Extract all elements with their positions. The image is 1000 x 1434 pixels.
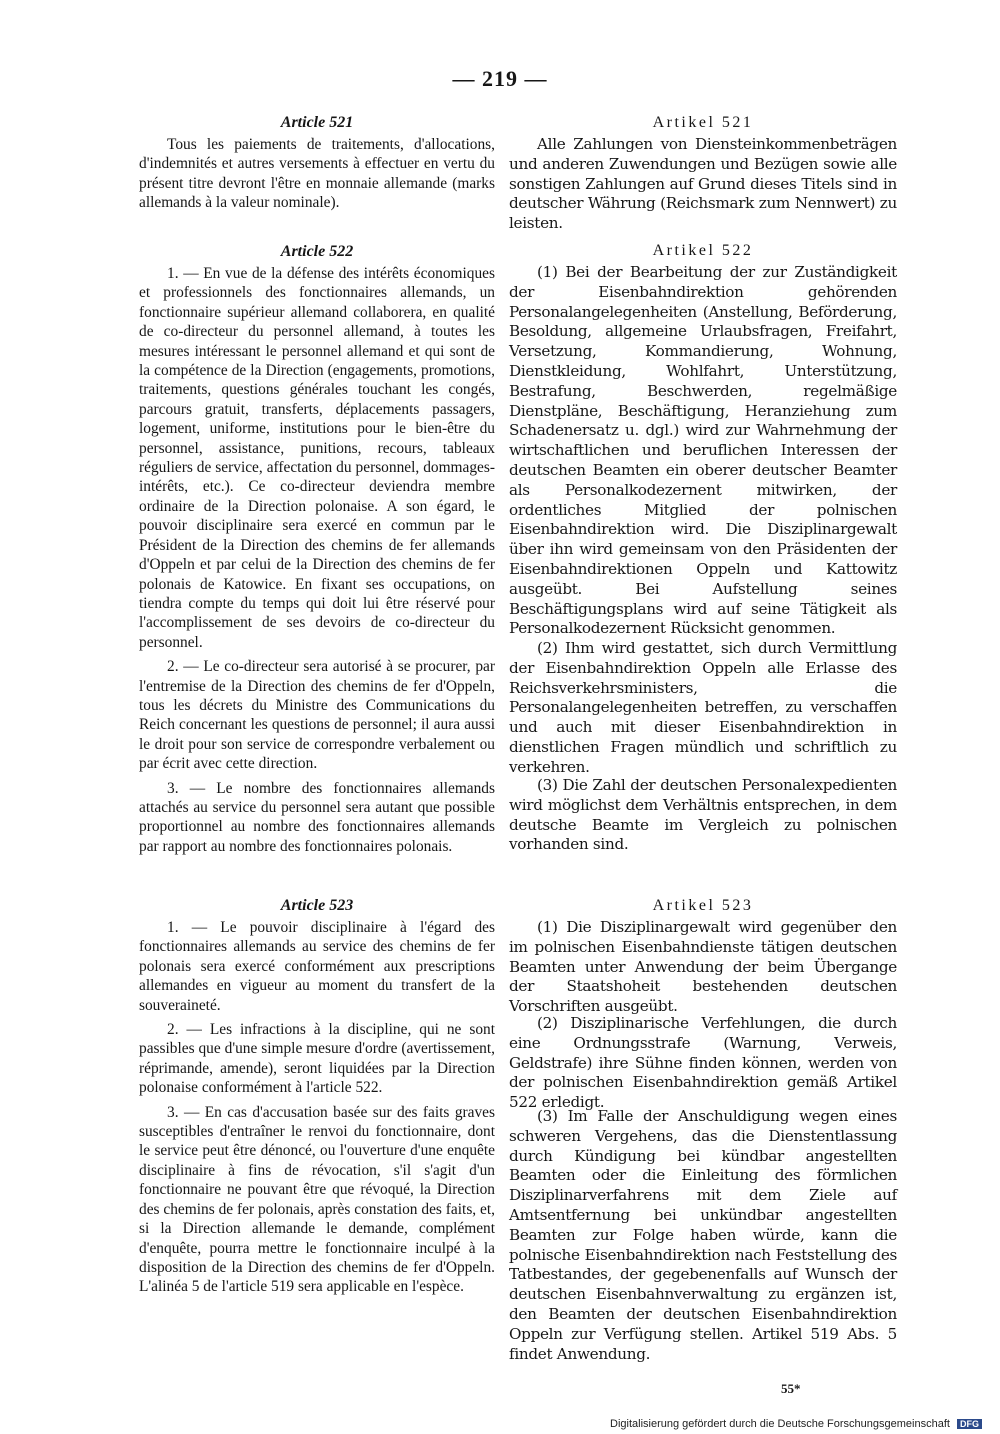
article-heading: Artikel 521	[652, 114, 754, 131]
paragraph: 2. — Le co-directeur sera autorisé à se procurer, par l'entremise de la Direction des chemins de fer d'Oppeln, tous les décrets du Ministre des Communications du Reich concernant les questions de personnel; il aura aussi le droit pour son service de correspondre verbalement ou par écrit avec cette direction.	[139, 658, 495, 773]
article-heading: Article 521	[280, 114, 354, 131]
dfg-logo: DFG	[957, 1419, 982, 1429]
article-heading: Article 522	[280, 243, 354, 260]
paragraph: (3) Die Zahl der deutschen Personalexpedienten wird möglichst dem Verhältnis entsprechen, in dem deutsche Beamte im Vergleich zu polnischen vorhanden sind.	[509, 776, 897, 854]
article-522-fr	[139, 241, 495, 856]
article-heading: Artikel 522	[652, 242, 754, 259]
article-523-de-para-3	[509, 1107, 897, 1364]
paragraph: 2. — Les infractions à la discipline, qui ne sont passibles que d'une simple mesure d'ordre (avertissement, réprimande, amende), seront liquidées par la Direction polonaise conformément à l'article 522.	[139, 1021, 495, 1097]
paragraph: (3) Im Falle der Anschuldigung wegen eines schweren Vergehens, das die Dienstentlassung durch Kündigung bei kündbar angestellten Beamten oder die Einleitung des förmlichen Disziplinarverfahrens mit dem Ziele auf Amtsentfernung bei unkündbar angestellten Beamten zur Folge haben würde, kann die polnische Eisenbahndirektion nach Feststellung des Tatbestandes, der gegebenenfalls auf Wunsch der deutschen Eisenbahnverwaltung zu ergänzen ist, den Beamten der deutschen Eisenbahndirektion Oppeln zur Verfügung stellen. Artikel 519 Abs. 5 findet Anwendung.	[509, 1107, 897, 1363]
paragraph: (2) Ihm wird gestattet, sich durch Vermittlung der Eisenbahndirektion Oppeln alle Erlasse des Reichsverkehrsministers, die Personalangelegenheiten betreffen, zu verschaffen und auch mit dieser Eisenbahndirektion in dienstlichen Fragen mündlich und schriftlich zu verkehren.	[509, 639, 897, 776]
paragraph: Tous les paiements de traitements, d'allocations, d'indemnités et autres versements à effectuer en vertu du présent titre devront l'être en monnaie allemande (marks allemands à la valeur nominale).	[139, 136, 495, 212]
article-521-fr	[139, 112, 495, 213]
article-heading: Artikel 523	[652, 897, 754, 914]
signature-mark: 55*	[781, 1381, 801, 1396]
article-522-de	[509, 240, 897, 639]
paragraph: (1) Die Disziplinargewalt wird gegenüber den im polnischen Eisenbahndienste tätigen deutschen Beamten unter Anwendung der beim Übergange der Staatshoheit bestehenden deutschen Vorschriften ausgeübt.	[509, 918, 897, 1016]
paragraph: 3. — Le nombre des fonctionnaires allemands attachés au service du personnel sera autant que possible proportionnel au nombre des fonctionnaires allemands par rapport au nombre des fonctionnaires polonais.	[139, 779, 495, 855]
article-522-de-para-2	[509, 639, 897, 778]
page-number: — 219 —	[452, 66, 548, 91]
footer-text: Digitalisierung gefördert durch die Deutsche Forschungsgemeinschaft	[610, 1418, 950, 1430]
article-522-de-para-3	[509, 776, 897, 855]
paragraph: 1. — Le pouvoir disciplinaire à l'égard des fonctionnaires allemands au service des chemins de fer polonais sera exercé conformément aux prescriptions allemandes en vigueur au moment du transfert de la souveraineté.	[139, 919, 495, 1014]
article-523-de-para-2	[509, 1014, 897, 1113]
article-521-de	[509, 112, 897, 234]
footer	[610, 1418, 982, 1430]
paragraph: 3. — En cas d'accusation basée sur des faits graves susceptibles d'entraîner le renvoi du fonctionnaire, dont le service peut être dénoncé, ou l'ouverture d'une enquête disciplinaire à fins de révocation, s'il s'agit d'un fonctionnaire ne pouvant être que révoqué, la Direction des chemins de fer polonais, après constation des faits, et, si la Direction allemande le demande, complément d'enquête, pourra mettre le fonctionnaire inculpé à la disposition de la Direction des chemins de fer d'Oppeln. L'alinéa 5 de l'article 519 sera applicable en l'espèce.	[139, 1103, 495, 1296]
paragraph: Alle Zahlungen von Diensteinkommenbeträgen und anderen Zuwendungen und Bezügen sowie alle sonstigen Zahlungen auf Grund dieses Titels sind in deutscher Währung (Reichsmark zum Nennwert) zu leisten.	[509, 135, 897, 233]
article-523-de	[509, 895, 897, 1017]
paragraph: (1) Bei der Bearbeitung der zur Zuständigkeit der Eisenbahndirektion gehörenden Personalangelegenheiten (Anstellung, Beförderung, Besoldung, allgemeine Urlaubsfragen, Freifahrt, Versetzung, Kommandierung, Wohnung, Dienstkleidung, Wohlfahrt, Unterstützung, Bestrafung, Beschwerden, regelmäßige Dienstpläne, Beschäftigung, Heranziehung zum Schadenersatz u. dgl.) wird zur Wahrnehmung der wirtschaftlichen und beruflichen Interessen der deutschen Beamten ein oberer deutscher Beamter als Personalkodezernent mitwirken, der ordentliches Mitglied der polnischen Eisenbahndirektion wird. Die Disziplinargewalt über ihn wird gemeinsam von den Präsidenten der Eisenbahndirektionen Oppeln und Kattowitz ausgeübt. Bei Aufstellung seines Beschäftigungsplans wird auf seine Tätigkeit als Personalkodezernent Rücksicht genommen.	[509, 263, 897, 638]
article-523-fr	[139, 895, 495, 1297]
paragraph: 1. — En vue de la défense des intérêts économiques et professionnels des fonctionnaires allemands, un fonctionnaire supérieur allemand collaborera, en qualité de co-directeur du personnel allemand, à toutes les mesures intéressant le personnel allemand et qui sont de la compétence de la Direction (engagements, promotions, traitements, questions générales touchant les congés, parcours gratuit, transferts, déplacements passagers, logement, uniforme, institutions pour le bien-être du personnel, assistance, punitions, recours, tableaux réguliers de service, affectation du personnel, dommages-intérêts, etc.). Ce co-directeur deviendra membre ordinaire de la Direction polonaise. A son égard, le pouvoir disciplinaire sera exercé en commun par le Président de la Direction des chemins de fer allemands d'Oppeln et par celui de la Direction des chemins de fer polonais de Katowice. En fixant ses occupations, on tiendra compte du temps qui doit lui être réservé pour l'accomplissement de ses devoirs de co-directeur du personnel.	[139, 265, 495, 651]
paragraph: (2) Disziplinarische Verfehlungen, die durch eine Ordnungsstrafe (Warnung, Verweis, Geldstrafe) ihre Sühne finden können, werden von der polnischen Eisenbahndirektion gemäß Artikel 522 erledigt.	[509, 1014, 897, 1112]
article-heading: Article 523	[280, 897, 354, 914]
